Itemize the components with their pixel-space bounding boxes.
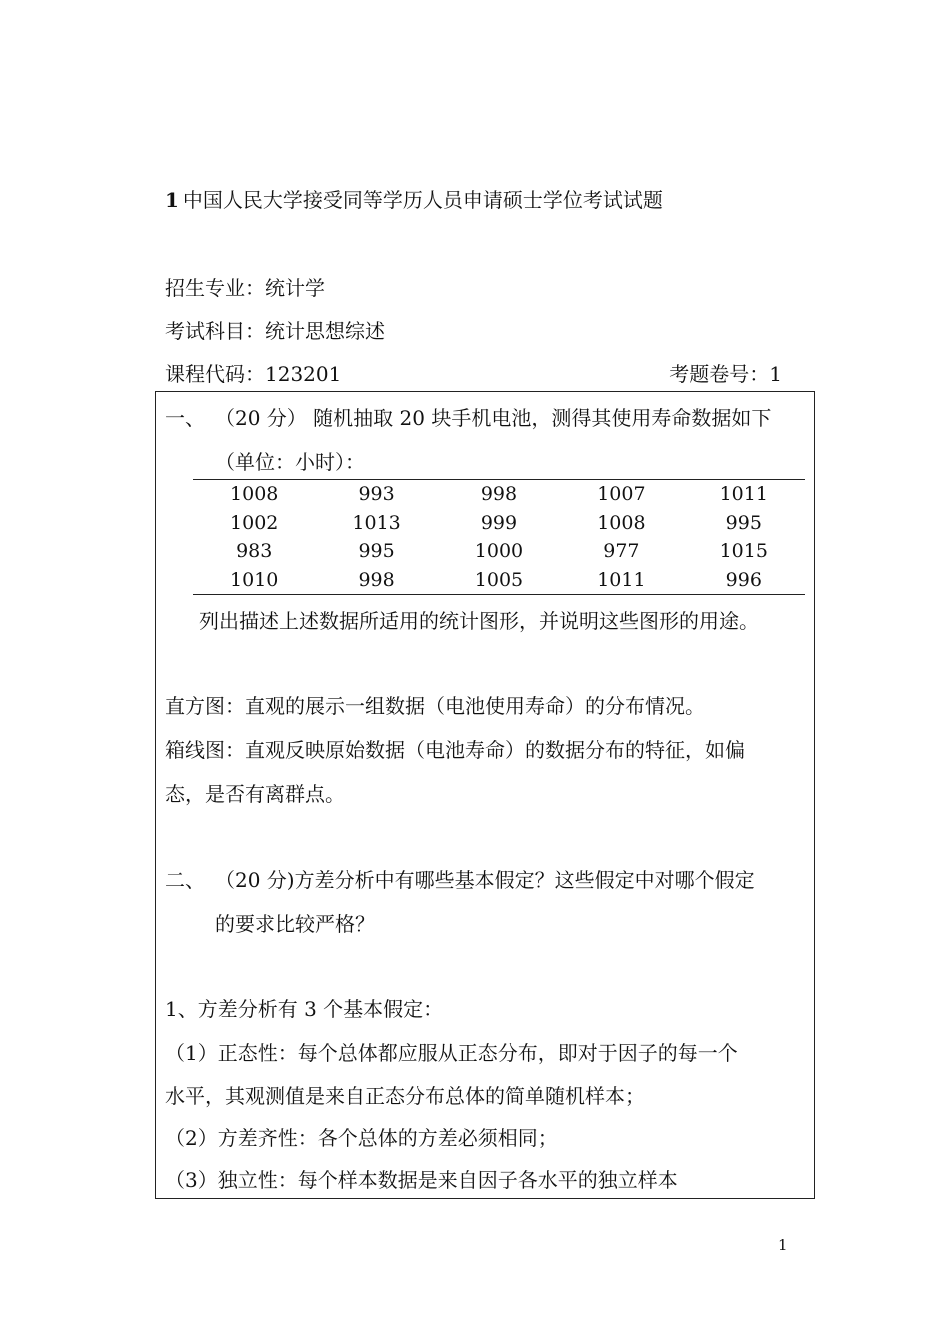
table-cell: 983	[236, 540, 273, 563]
table-cell: 1002	[230, 511, 279, 534]
q2-answer-independence: （3）独立性：每个样本数据是来自因子各水平的独立样本	[165, 1168, 678, 1192]
major-line: 招生专业：统计学	[165, 276, 325, 300]
q1-line1	[165, 402, 771, 431]
table-row	[193, 509, 805, 538]
table-cell: 1008	[597, 511, 646, 534]
q1-answer-boxplot: 箱线图：直观反映原始数据（电池寿命）的数据分布的特征，如偏	[165, 738, 745, 762]
title-number: 1	[165, 188, 179, 212]
q2-answer-intro: 1、方差分析有 3 个基本假定：	[165, 997, 444, 1021]
course-code-line: 课程代码：123201	[165, 362, 342, 386]
table-cell: 1010	[230, 568, 279, 591]
page-title	[165, 184, 663, 213]
q1-question: 列出描述上述数据所适用的统计图形，并说明这些图形的用途。	[199, 609, 759, 633]
table-cell: 1011	[597, 568, 646, 591]
table-cell: 1011	[719, 483, 768, 506]
q2-answer-normality: （1）正态性：每个总体都应服从正态分布，即对于因子的每一个	[165, 1041, 738, 1065]
q2-number: 二、	[165, 868, 205, 892]
table-cell: 1000	[474, 540, 524, 563]
subject-line: 考试科目：统计思想综述	[165, 319, 385, 343]
table-row	[193, 537, 805, 566]
table-cell: 1013	[352, 511, 401, 534]
q1-number: 一、	[165, 406, 205, 430]
table-cell: 996	[725, 568, 762, 591]
page-number: 1	[778, 1236, 788, 1254]
battery-data-table	[193, 479, 805, 595]
table-row	[193, 566, 805, 595]
q1-answer-boxplot-cont: 态，是否有离群点。	[165, 782, 345, 806]
table-cell: 1008	[230, 483, 279, 506]
q2-answer-normality-cont: 水平，其观测值是来自正态分布总体的简单随机样本；	[165, 1084, 645, 1108]
q2-answer-variance: （2）方差齐性：各个总体的方差必须相同；	[165, 1126, 558, 1150]
table-cell: 993	[358, 483, 395, 506]
title-text: 中国人民大学接受同等学历人员申请硕士学位考试试题	[182, 188, 663, 212]
q2-text: （20 分)方差分析中有哪些基本假定？这些假定中对哪个假定	[215, 868, 755, 892]
table-cell: 998	[480, 483, 518, 506]
paper-number: 考题卷号：1	[669, 362, 782, 386]
q1-text: （20 分） 随机抽取 20 块手机电池，测得其使用寿命数据如下	[215, 406, 772, 430]
table-cell: 1007	[597, 483, 646, 506]
q2-line1	[165, 864, 755, 893]
table-cell: 995	[725, 511, 762, 534]
q1-answer-histogram: 直方图：直观的展示一组数据（电池使用寿命）的分布情况。	[165, 694, 705, 718]
table-row	[193, 480, 805, 509]
table-cell: 998	[358, 568, 395, 591]
table-cell: 1015	[719, 540, 768, 563]
q1-line2: （单位：小时）：	[215, 450, 365, 474]
table-cell: 995	[358, 540, 395, 563]
table-cell: 999	[480, 511, 518, 534]
table-cell: 1005	[474, 568, 524, 591]
table-cell: 977	[603, 540, 640, 563]
q2-line2: 的要求比较严格？	[215, 912, 375, 936]
